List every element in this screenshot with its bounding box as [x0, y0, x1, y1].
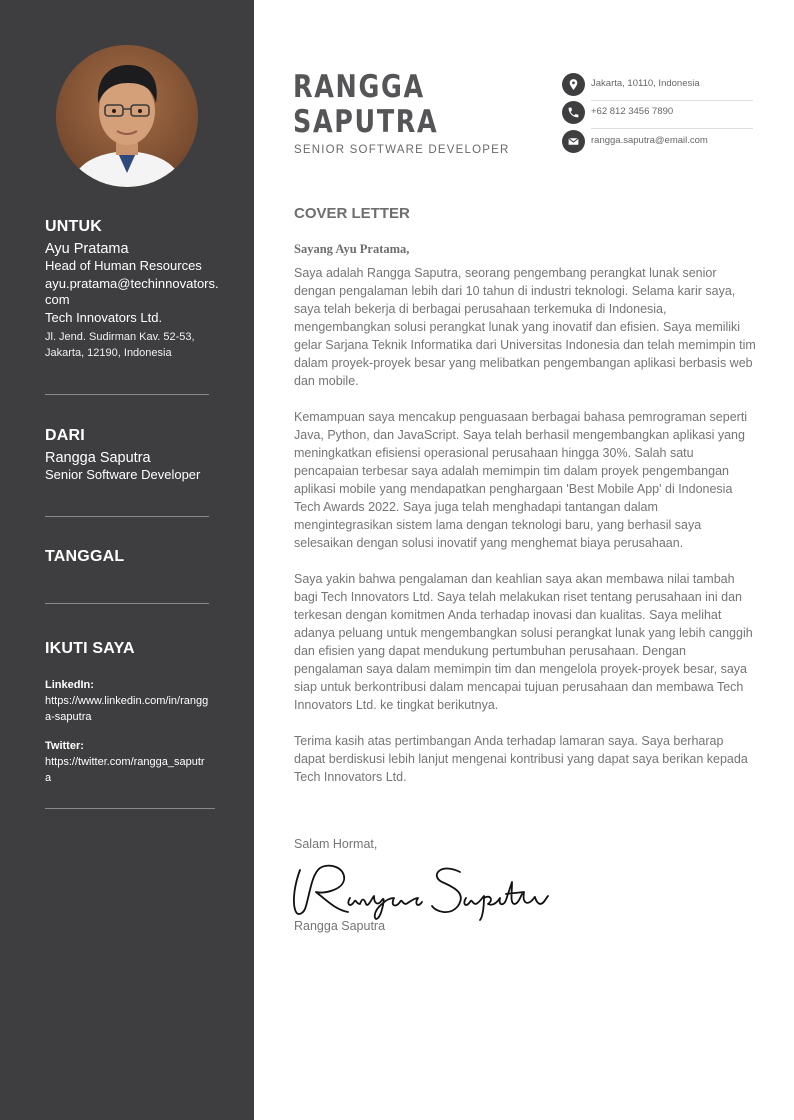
letter-paragraph: Terima kasih atas pertimbangan Anda terhadap lamaran saya. Saya berharap dapat berdiskusi lebih lanjut mengenai kontribusi yang dapat saya berikan kepada Tech Innovators Ltd.	[294, 734, 748, 784]
date-section	[45, 548, 225, 566]
letter-paragraph: Saya adalah Rangga Saputra, seorang pengembang perangkat lunak senior dengan pengalaman lebih dari 10 tahun di industri teknologi. Selama karir saya, saya telah bekerja di berbagai perusahaan terkemuka di Indonesia, mengembangkan solusi perangkat lunak yang inovatif dan efisien. Saya memiliki gelar Sarjana Teknik Informatika dari Universitas Indonesia dan telah memimpin tim dalam proyek-proyek besar yang melibatkan pengembangan aplikasi berbasis web dan mobile.	[294, 266, 756, 388]
sender-title: Senior Software Developer	[45, 467, 201, 482]
letter-closing: Salam Hormat,	[294, 837, 378, 851]
sidebar-divider	[45, 808, 215, 809]
linkedin-label: LinkedIn:	[45, 679, 94, 691]
contact-address	[562, 72, 753, 101]
recipient-address: Jl. Jend. Sudirman Kav. 52-53, Jakarta, 12190, Indonesia	[45, 331, 195, 359]
phone-text[interactable]: +62 812 3456 7890	[591, 106, 674, 117]
email-icon	[562, 130, 585, 153]
sidebar-divider	[45, 394, 209, 395]
letter-greeting: Sayang Ayu Pratama,	[294, 242, 410, 256]
portrait-illustration	[56, 45, 198, 187]
handwritten-signature	[290, 858, 560, 924]
social-section	[45, 640, 210, 786]
email-text[interactable]: rangga.saputra@email.com	[591, 135, 708, 146]
address-text: Jakarta, 10110, Indonesia	[591, 78, 700, 89]
letter-paragraph: Kemampuan saya mencakup penguasaan berbagai bahasa pemrograman seperti Java, Python, dan JavaScript. Saya telah berhasil mengembangkan aplikasi yang meningkatkan efisiensi operasional perusahaan hingga 30%. Salah satu pencapaian terbesar saya adalah memimpin tim dalam proyek pengembangan aplikasi mobile yang mendapatkan penghargaan 'Best Mobile App' di Indonesia Tech Awards 2022. Saya juga telah menghadapi tantangan dalam mengintegrasikan sistem lama dengan teknologi baru, yang berhasil saya selesaikan dengan solusi inovatif yang menghemat biaya perusahaan.	[294, 410, 748, 550]
recipient-email[interactable]: ayu.pratama@techinnovators.com	[45, 275, 219, 307]
sidebar-divider	[45, 603, 209, 604]
recipient-company: Tech Innovators Ltd.	[45, 309, 163, 325]
phone-icon	[562, 101, 585, 124]
contact-email	[562, 129, 753, 158]
social-heading: IKUTI SAYA	[45, 640, 135, 657]
applicant-name	[293, 70, 438, 140]
recipient-title: Head of Human Resources	[45, 258, 202, 273]
letter-paragraph: Saya yakin bahwa pengalaman dan keahlian saya akan membawa nilai tambah bagi Tech Innovators Ltd. Saya telah melakukan riset tentang perusahaan ini dan terkesan dengan komitmen Anda terhadap inovasi dan kualitas. Saya melihat adanya peluang untuk mengembangkan solusi perangkat lunak yang lebih canggih dan efisien yang dapat mendukung pertumbuhan perusahaan. Dengan pengalaman saya dalam memimpin tim dan mengelola proyek-proyek besar, saya siap untuk berkontribusi dalam mencapai tujuan perusahaan dan membawa Tech Innovators Ltd. ke tingkat berikutnya.	[294, 572, 753, 712]
applicant-first-name: RANGGA	[293, 69, 425, 105]
twitter-label: Twitter:	[45, 740, 84, 752]
profile-photo	[56, 45, 198, 187]
sidebar	[0, 0, 254, 1120]
twitter-link[interactable]: https://twitter.com/rangga_saputra	[45, 756, 205, 784]
recipient-section	[45, 218, 225, 361]
sender-section	[45, 427, 225, 484]
letter-body	[294, 264, 756, 804]
applicant-role: SENIOR SOFTWARE DEVELOPER	[294, 144, 510, 156]
sender-name: Rangga Saputra	[45, 450, 151, 466]
letter-title: COVER LETTER	[294, 205, 410, 222]
location-icon	[562, 73, 585, 96]
recipient-name: Ayu Pratama	[45, 241, 129, 257]
sidebar-divider	[45, 516, 209, 517]
recipient-heading: UNTUK	[45, 218, 102, 235]
signer-name: Rangga Saputra	[294, 919, 386, 933]
date-heading: TANGGAL	[45, 548, 125, 565]
applicant-last-name: SAPUTRA	[293, 104, 439, 140]
sender-heading: DARI	[45, 427, 85, 444]
contact-phone	[562, 100, 753, 129]
linkedin-link[interactable]: https://www.linkedin.com/in/rangga-saputra	[45, 695, 209, 723]
